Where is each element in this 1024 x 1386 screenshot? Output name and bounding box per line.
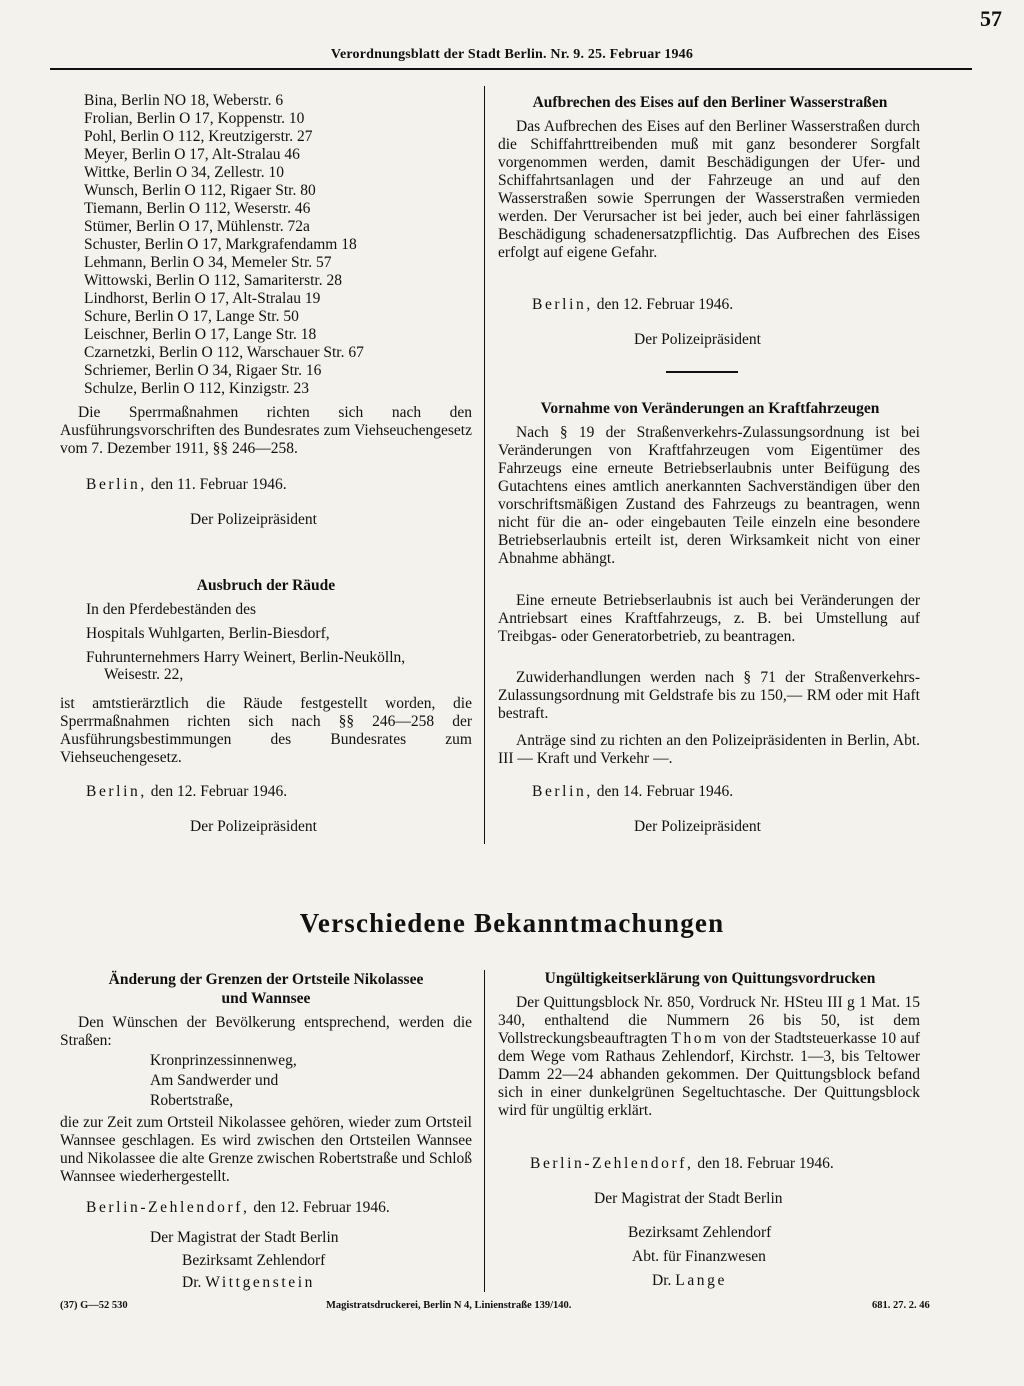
section-heading: Aufbrechen des Eises auf den Berliner Wasserstraßen: [532, 94, 888, 111]
address-item: Leischner, Berlin O 17, Lange Str. 18: [84, 326, 317, 343]
kfz-paragraph-3: Zuwiderhandlungen werden nach § 71 der Straßenverkehrs-Zulassungsordnung mit Geldstrafe bis zu 150,— RM oder mit Haft bestraft.: [498, 669, 920, 722]
ortsteile-intro: Den Wünschen der Bevölkerung entsprechend, werden die Straßen:: [60, 1014, 472, 1049]
address-item: Pohl, Berlin O 112, Kreutzigerstr. 27: [84, 128, 313, 145]
signature: Der Polizeipräsident: [634, 818, 761, 835]
heading-line: und Wannsee: [221, 990, 311, 1007]
signature: Der Polizeipräsident: [190, 818, 317, 835]
street-item: Kronprinzessinnenweg,: [150, 1052, 297, 1069]
signer-name: Lange: [675, 1272, 727, 1289]
intro-text: In den Pferdebeständen des: [86, 601, 257, 618]
date-city: Berlin-Zehlendorf,: [530, 1155, 694, 1172]
date-line: [86, 783, 287, 801]
eis-paragraph: Das Aufbrechen des Eises auf den Berliner Wasserstraßen durch die Schiffahrttreibenden muß mit ganz besonderer Sorgfalt vorgenommen werden, damit Beschädigungen der Ufer- und Schiffahrtsanlagen und der Fahrzeuge an und auf den Wasserstraßen sowie Sperrungen der Wasserstraßen vermieden werden. Der Verursacher ist bei jeder, auch bei einer fahrlässigen Beschädigung schadenersatzpflichtig. Das Aufbrechen des Eises erfolgt auf eigene Gefahr.: [498, 118, 920, 261]
date-text: den 14. Februar 1946.: [596, 783, 734, 800]
address-item: Wittke, Berlin O 34, Zellestr. 10: [84, 164, 284, 181]
date-line: [532, 783, 733, 801]
date-city: Berlin,: [86, 783, 147, 800]
address-item: Wittowski, Berlin O 112, Samariterstr. 28: [84, 272, 342, 289]
address-item: Czarnetzki, Berlin O 112, Warschauer Str. 67: [84, 344, 364, 361]
kfz-paragraph-2: Eine erneute Betriebserlaubnis ist auch bei Veränderungen der Antriebsart eines Kraftfahrzeugs, z. B. bei Umstellung auf Treibgas- oder Generatorbetrieb, zu beantragen.: [498, 592, 920, 645]
section-heading: Ungültigkeitserklärung von Quittungsvordrucken: [544, 970, 876, 987]
header-rule: [50, 68, 972, 70]
section-heading: Ausbruch der Räude: [196, 577, 336, 594]
paragraph-text: von der Stadtsteuerkasse 10 auf dem Wege vom Rathaus Zehlendorf, Kirchstr. 1—3, bis Teltower Damm 22—24 abhanden gekommen. Der Quittungsblock befand sich in einer dunkelgrünen Segeltuchtasche. Der Quittungsblock wird für ungültig erklärt.: [498, 1030, 920, 1119]
address-item: Meyer, Berlin O 17, Alt-Stralau 46: [84, 146, 300, 163]
date-city: Berlin-Zehlendorf,: [86, 1199, 250, 1216]
address-item: Schriemer, Berlin O 34, Rigaer Str. 16: [84, 362, 322, 379]
raeude-paragraph: ist amtstierärztlich die Räude festgestellt worden, die Sperrmaßnahmen richten sich nach §§ 246—258 der Ausführungsbestimmungen des Bundesrates zum Viehseuchengesetz.: [60, 695, 472, 766]
running-header: Verordnungsblatt der Stadt Berlin. Nr. 9. 25. Februar 1946: [330, 47, 694, 62]
heading-line: Änderung der Grenzen der Ortsteile Nikolassee: [108, 971, 424, 988]
signature-line: Bezirksamt Zehlendorf: [182, 1252, 326, 1269]
address-item: Schure, Berlin O 17, Lange Str. 50: [84, 308, 299, 325]
address-item: Bina, Berlin NO 18, Weberstr. 6: [84, 92, 284, 109]
column-divider: [484, 970, 485, 1292]
ortsteile-paragraph: die zur Zeit zum Ortsteil Nikolassee gehören, wieder zum Ortsteil Wannsee geschlagen. Es wird zwischen den Ortsteilen Wannsee und Nikolassee die alte Grenze zwischen Robertstraße und Schloß Wannsee wiederhergestellt.: [60, 1114, 472, 1185]
street-item: Robertstraße,: [150, 1092, 234, 1109]
date-line: [86, 1199, 390, 1217]
section-separator: [666, 371, 738, 373]
section-title: Verschiedene Bekanntmachungen: [299, 908, 725, 938]
date-text: den 12. Februar 1946.: [596, 296, 734, 313]
signer-prefix: Dr.: [182, 1274, 202, 1291]
footer-right: 681. 27. 2. 46: [872, 1300, 930, 1311]
street-item: Am Sandwerder und: [150, 1072, 279, 1089]
date-line: [532, 296, 733, 314]
signature-line: Der Magistrat der Stadt Berlin: [594, 1190, 783, 1207]
address-item: Lindhorst, Berlin O 17, Alt-Stralau 19: [84, 290, 321, 307]
sperr-paragraph: Die Sperrmaßnahmen richten sich nach den Ausführungsvorschriften des Bundesrates zum Viehseuchengesetz vom 7. Dezember 1911, §§ 246—258.: [60, 404, 472, 457]
date-city: Berlin,: [532, 296, 593, 313]
address-item: Stümer, Berlin O 17, Mühlenstr. 72a: [84, 218, 310, 235]
date-text: den 18. Februar 1946.: [697, 1155, 834, 1172]
page-number: 57: [980, 6, 1002, 31]
footer-left: (37) G—52 530: [60, 1300, 128, 1311]
signer-name: Wittgenstein: [205, 1274, 316, 1291]
signature-line: [182, 1274, 315, 1292]
address-item: Tiemann, Berlin O 112, Weserstr. 46: [84, 200, 311, 217]
date-line: [86, 476, 287, 494]
footer-center: Magistratsdruckerei, Berlin N 4, Linienstraße 139/140.: [326, 1300, 572, 1311]
section-heading: Vornahme von Veränderungen an Kraftfahrzeugen: [540, 400, 880, 417]
kfz-paragraph-1: Nach § 19 der Straßenverkehrs-Zulassungsordnung ist bei Veränderungen von Kraftfahrzeugen vom Eigentümer des Fahrzeugs eine erneute Betriebserlaubnis unter Beifügung des Gutachtens eines amtlich anerkannten Sachverständigen über den vorschriftsmäßigen Zustand des Fahrzeugs zu beantragen, wenn nicht für die an- oder eingebauten Teile einzeln eine besondere Betriebserlaubnis erteilt ist, deren Wirksamkeit nicht von einer Abnahme abhängt.: [498, 424, 920, 567]
paragraph-text: Der Quittungsblock Nr. 850, Vordruck Nr. HSteu III g 1 Mat. 15 340, enthaltend die Nummern 26 bis 50, ist dem Vollstreckungsbeauftragten: [498, 994, 920, 1047]
signature: Der Polizeipräsident: [634, 331, 761, 348]
signature: Der Polizeipräsident: [190, 511, 317, 528]
entity-line: Weisestr. 22,: [104, 666, 184, 683]
date-text: den 11. Februar 1946.: [150, 476, 287, 493]
date-text: den 12. Februar 1946.: [150, 783, 288, 800]
entity-line: Hospitals Wuhlgarten, Berlin-Biesdorf,: [86, 625, 330, 642]
address-list-section: [84, 92, 474, 398]
address-item: Frolian, Berlin O 17, Koppenstr. 10: [84, 110, 305, 127]
signature-line: Der Magistrat der Stadt Berlin: [150, 1229, 339, 1246]
date-city: Berlin,: [86, 476, 147, 493]
signer-prefix: Dr.: [652, 1272, 672, 1289]
date-line: [530, 1155, 834, 1173]
address-item: Wunsch, Berlin O 112, Rigaer Str. 80: [84, 182, 316, 199]
entity-line: Fuhrunternehmers Harry Weinert, Berlin-Neukölln,: [86, 649, 406, 666]
officer-name: Thom: [671, 1030, 719, 1047]
section-heading: [60, 970, 472, 1008]
signature-line: Abt. für Finanzwesen: [632, 1248, 766, 1265]
address-item: Lehmann, Berlin O 34, Memeler Str. 57: [84, 254, 332, 271]
kfz-paragraph-4: Anträge sind zu richten an den Polizeipräsidenten in Berlin, Abt. III — Kraft und Verkehr —.: [498, 732, 920, 767]
column-divider: [484, 86, 485, 844]
date-city: Berlin,: [532, 783, 593, 800]
date-text: den 12. Februar 1946.: [253, 1199, 390, 1216]
signature-line: Bezirksamt Zehlendorf: [628, 1224, 772, 1241]
signature-line: [652, 1272, 727, 1290]
address-item: Schuster, Berlin O 17, Markgrafendamm 18: [84, 236, 357, 253]
address-item: Schulze, Berlin O 112, Kinzigstr. 23: [84, 380, 310, 397]
quittung-paragraph: [498, 994, 920, 1120]
